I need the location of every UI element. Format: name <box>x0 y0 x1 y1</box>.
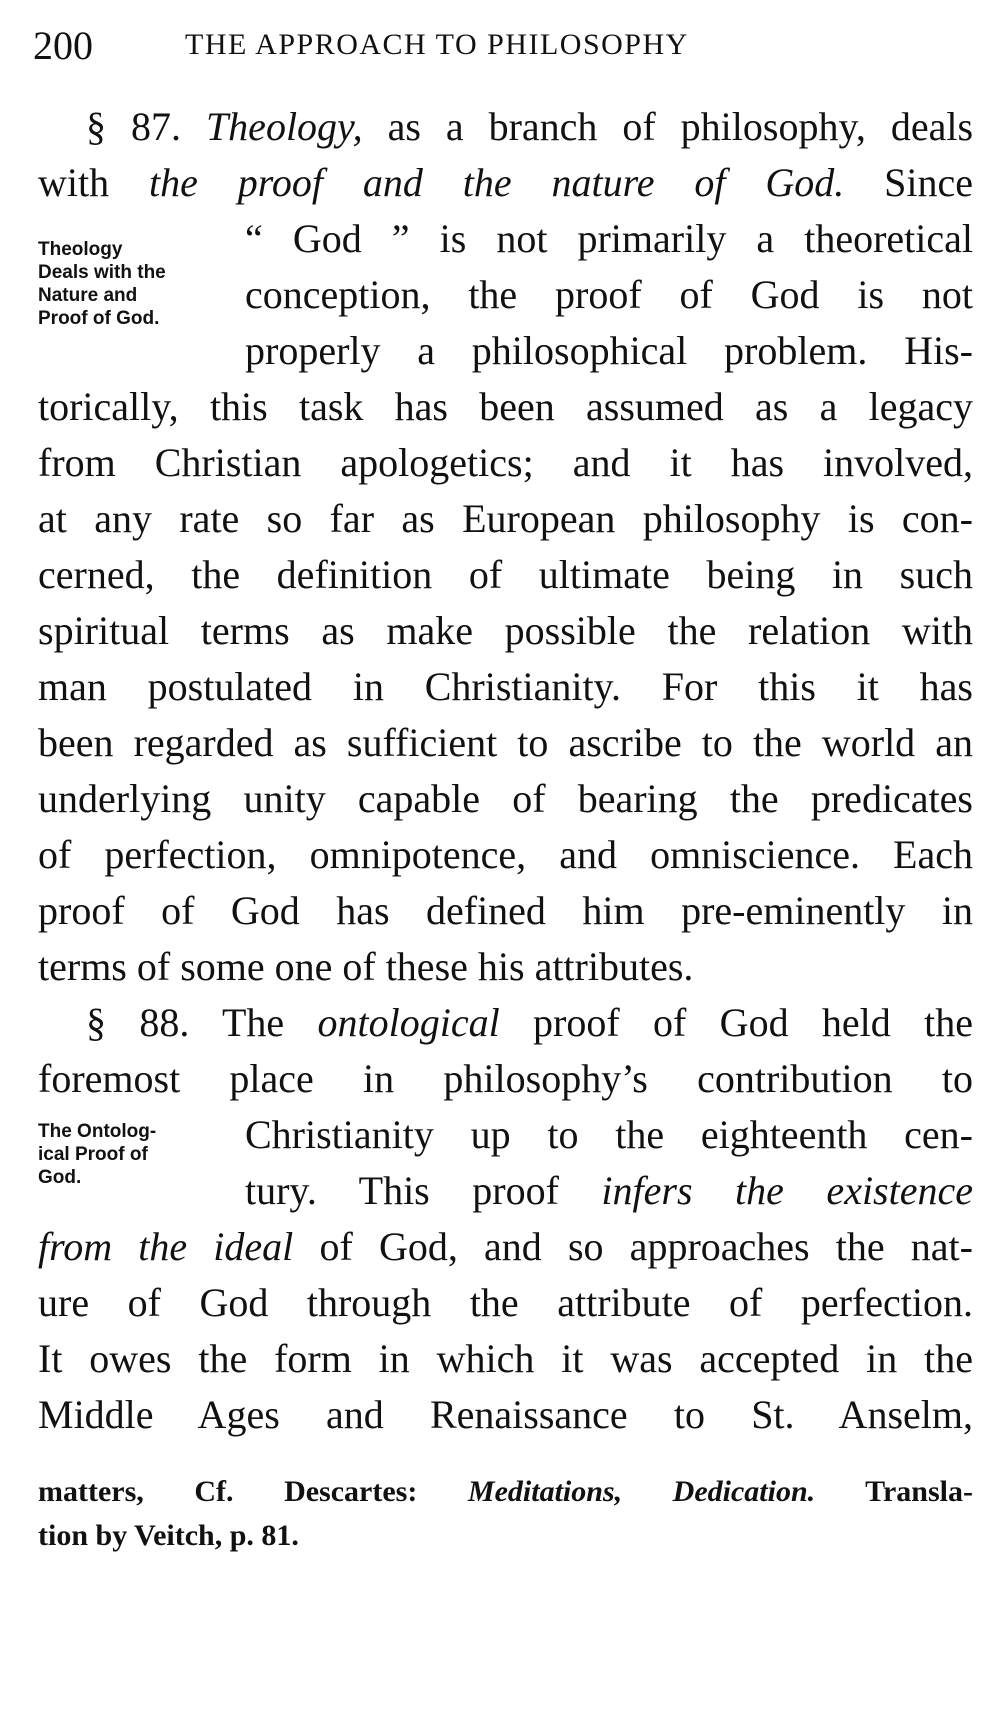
body-line: Middle Ages and Renaissance to St. Anselm, <box>38 1392 973 1437</box>
margin-note-theology: Theology Deals with the Nature and Proof of God. <box>38 239 166 329</box>
body-line: from Christian apologetics; and it has involved, <box>38 440 973 485</box>
body-line: cerned, the definition of ultimate being in such <box>38 552 973 597</box>
body-line: “ God ” is not primarily a theoretical <box>245 216 973 261</box>
running-title: THE APPROACH TO PHILOSOPHY <box>185 28 689 61</box>
body-line: torically, this task has been assumed as a legacy <box>38 384 973 429</box>
body-line: ure of God through the attribute of perfection. <box>38 1280 973 1325</box>
footnote-line: matters, Cf. Descartes: Meditations, Dedication. Transla- <box>38 1475 973 1508</box>
body-line: tury. This proof infers the existence <box>245 1168 973 1213</box>
body-line: conception, the proof of God is not <box>245 272 973 317</box>
footnote-line: tion by Veitch, p. 81. <box>38 1519 299 1552</box>
body-line: been regarded as sufficient to ascribe to the world an <box>38 720 973 765</box>
page-number: 200 <box>33 23 93 68</box>
body-line: Christianity up to the eighteenth cen- <box>245 1112 973 1157</box>
body-line: foremost place in philosophy’s contribution to <box>38 1056 973 1101</box>
body-line: spiritual terms as make possible the relation with <box>38 608 973 653</box>
body-line: It owes the form in which it was accepted in the <box>38 1336 973 1381</box>
body-line: underlying unity capable of bearing the predicates <box>38 776 973 821</box>
body-line: from the ideal of God, and so approaches the nat- <box>38 1224 973 1269</box>
body-line: with the proof and the nature of God. Since <box>38 160 973 205</box>
body-line: man postulated in Christianity. For this it has <box>38 664 973 709</box>
body-line: terms of some one of these his attributes. <box>38 944 694 989</box>
page-header <box>33 22 960 82</box>
body-line: § 88. The ontological proof of God held the <box>86 1000 973 1045</box>
body-line: § 87. Theology, as a branch of philosophy, deals <box>86 104 974 149</box>
body-line: of perfection, omnipotence, and omniscience. Each <box>38 832 973 877</box>
body-line: properly a philosophical problem. His- <box>245 328 973 373</box>
body-line: at any rate so far as European philosophy is con- <box>38 496 973 541</box>
body-line: proof of God has defined him pre-eminently in <box>38 888 973 933</box>
margin-note-ontological: The Ontolog- ical Proof of God. <box>38 1121 157 1188</box>
